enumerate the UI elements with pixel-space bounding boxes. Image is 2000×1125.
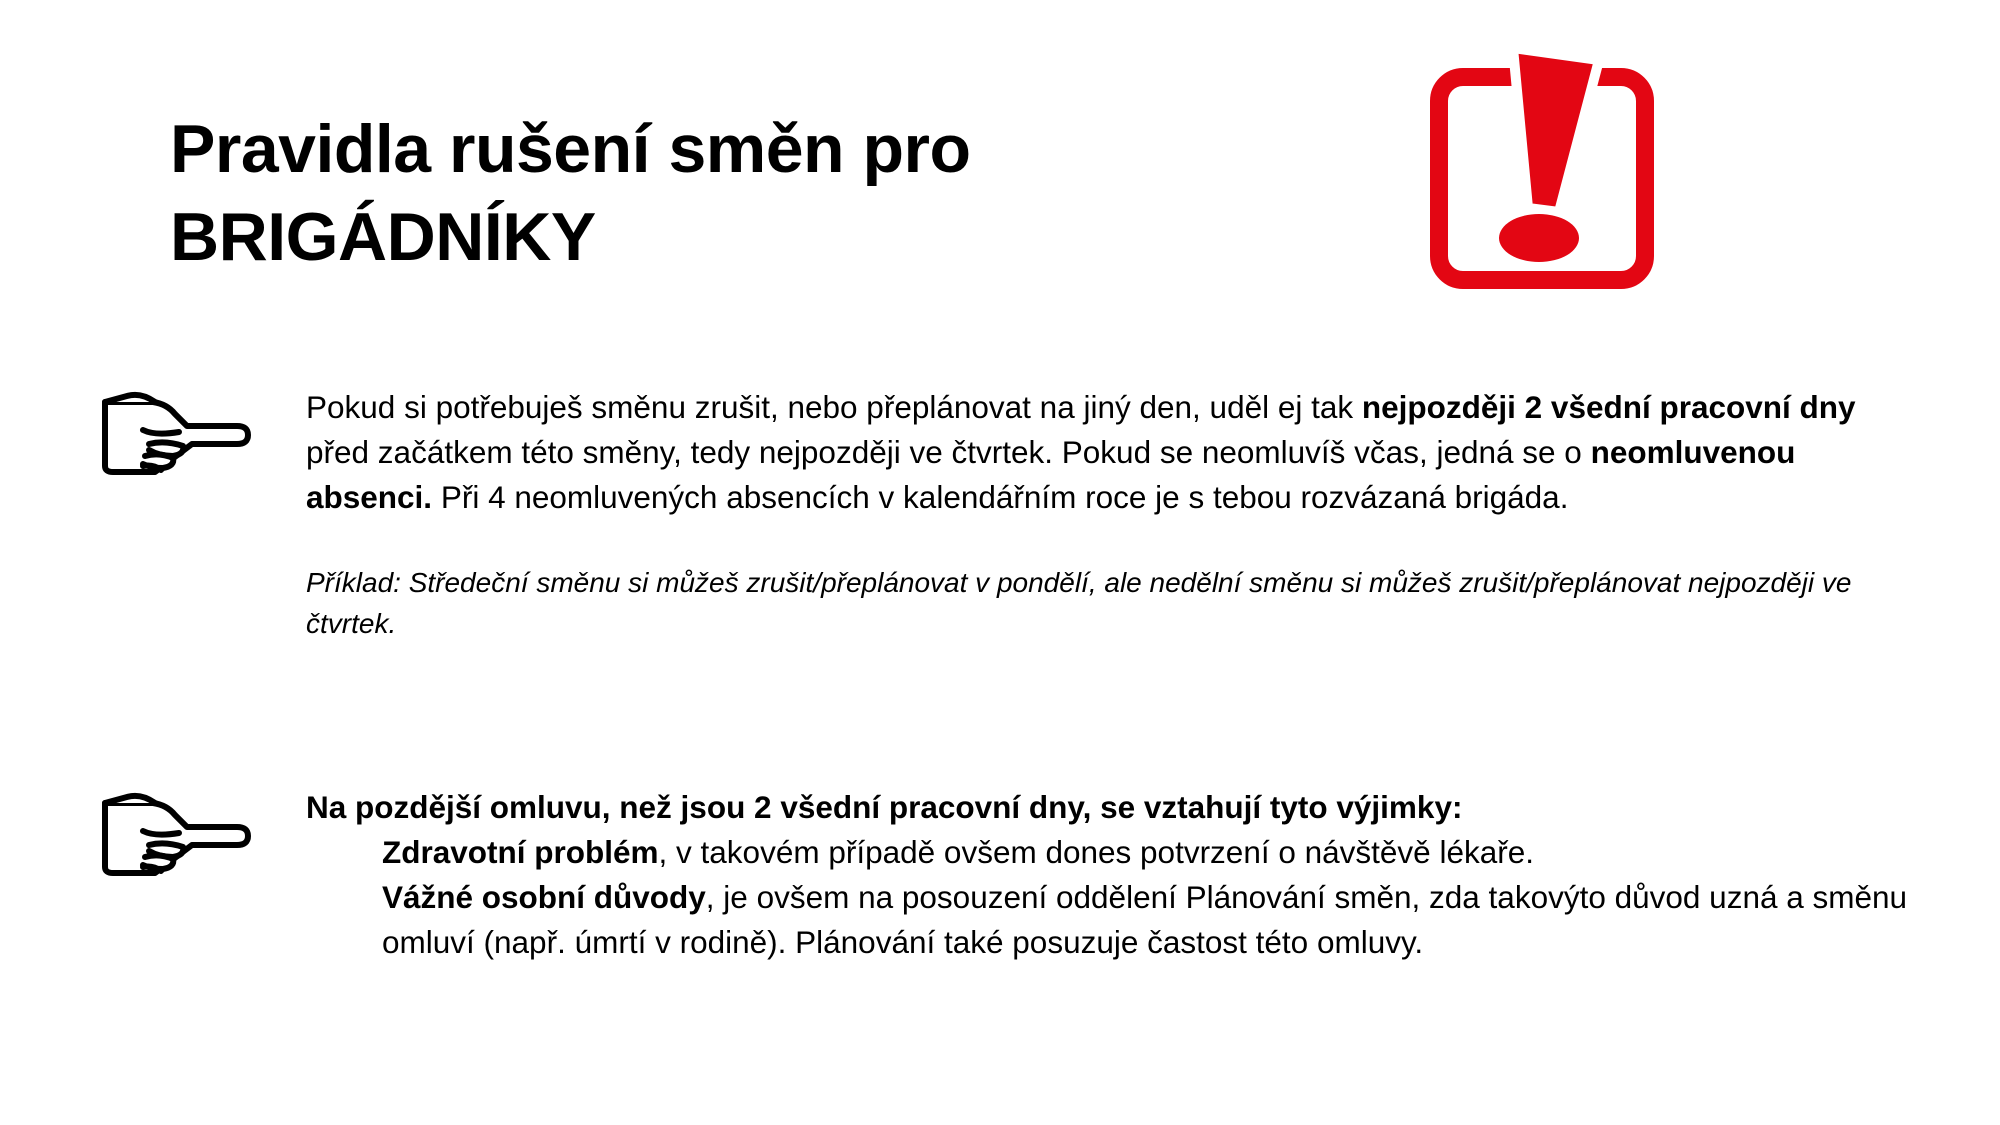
exception-personal-bold: Vážné osobní důvody: [382, 879, 706, 915]
pointing-hand-icon: [97, 785, 257, 885]
exception-health-text: , v takovém případě ovšem dones potvrzení o návštěvě lékaře.: [658, 834, 1534, 870]
rule-2-heading: Na pozdější omluvu, než jsou 2 všední pracovní dny, se vztahují tyto výjimky:: [306, 789, 1463, 825]
rule-1-deadline-bold: nejpozději 2 všední pracovní dny: [1361, 389, 1856, 425]
rule-1-text-2: před začátkem této směny, tedy nejpozději ve čtvrtek. Pokud se neomluvíš včas, jedná se o: [306, 434, 1591, 470]
title-line-2: BRIGÁDNÍKY: [170, 199, 596, 275]
rule-cancellation-deadline: [306, 385, 1926, 644]
exceptions-list: [306, 830, 1926, 965]
exception-personal-text: , je ovšem na posouzení oddělení Plánování směn, zda takovýto důvod uzná a směnu omluví (např. úmrtí v rodině). Plánování také posuzuje častost této omluvy.: [382, 879, 1908, 960]
pointing-hand-icon: [97, 384, 257, 484]
exclamation-warning-icon: [1425, 30, 1665, 295]
rule-1-text-1: Pokud si potřebuješ směnu zrušit, nebo přeplánovat na jiný den, uděl ej tak: [306, 389, 1362, 425]
slide-title: [170, 105, 1320, 281]
rule-1-paragraph: [306, 385, 1926, 520]
rule-1-example: Příklad: Středeční směnu si můžeš zrušit/přeplánovat v pondělí, ale nedělní směnu si můžeš zrušit/přeplánovat nejpozději ve čtvrtek.: [306, 567, 1852, 639]
exception-health-bold: Zdravotní problém: [382, 834, 659, 870]
rule-exceptions: [306, 785, 1926, 965]
exception-item-personal: [382, 875, 1926, 965]
rule-1-text-3: Při 4 neomluvených absencích v kalendářním roce je s tebou rozvázaná brigáda.: [432, 479, 1569, 515]
title-line-1: Pravidla rušení směn pro: [170, 111, 971, 187]
exception-item-health: [382, 830, 1926, 875]
rule-1-absence-bold: neomluvenou absenci.: [306, 434, 1796, 515]
